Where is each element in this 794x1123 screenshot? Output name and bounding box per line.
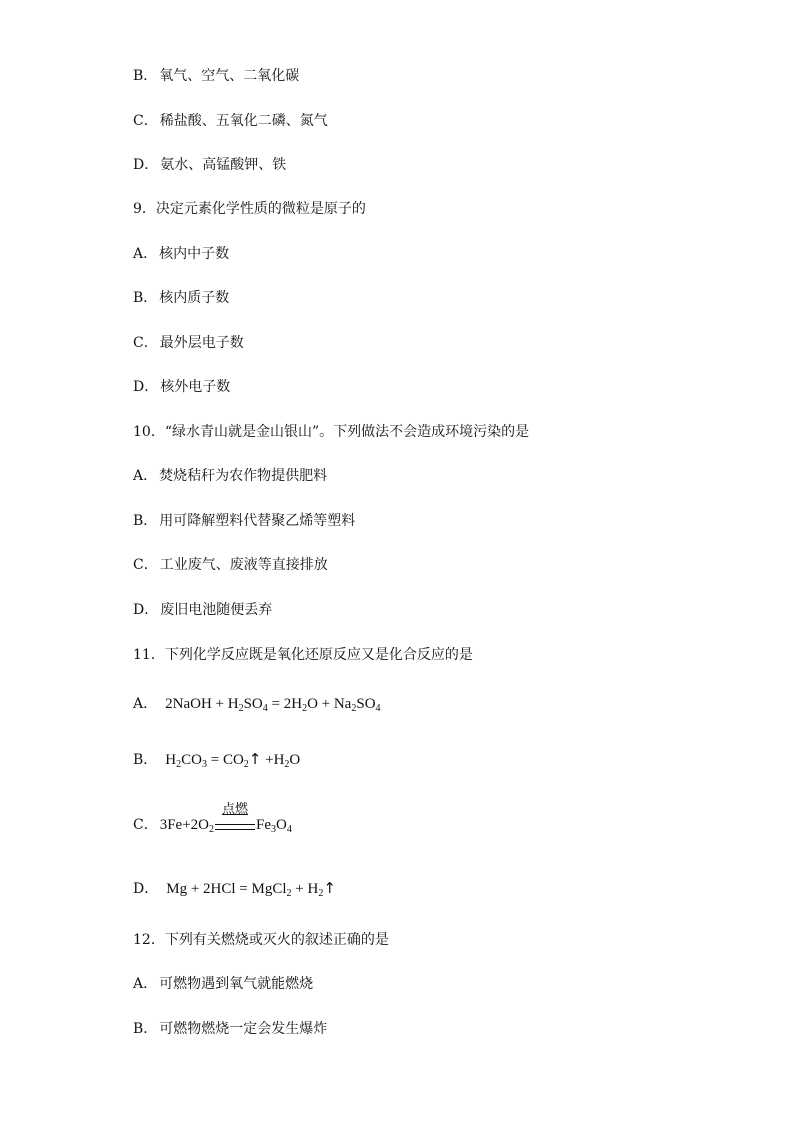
option-c-line (133, 111, 328, 131)
eq-text: = CO (206, 752, 244, 768)
eq-text: Mg + 2HCl = MgCl (166, 881, 287, 897)
question-text: 下列有关燃烧或灭火的叙述正确的是 (164, 932, 389, 948)
eq-subscript: 2 (302, 703, 308, 714)
eq-subscript: 2 (176, 759, 182, 770)
question-text: 决定元素化学性质的微粒是原子的 (155, 201, 366, 217)
equation-a (165, 696, 380, 712)
option-label: D． (133, 157, 159, 173)
eq-subscript: 3 (201, 759, 207, 770)
eq-subscript: 2 (209, 824, 215, 835)
question-11 (133, 645, 473, 665)
option-label: D． (133, 602, 159, 618)
q10-option-b (133, 511, 355, 531)
question-number: 12． (133, 932, 165, 948)
q10-option-c (133, 555, 328, 575)
eq-text: SO (356, 696, 376, 712)
double-line-icon (215, 824, 255, 830)
eq-text: Fe (256, 817, 272, 833)
eq-text: H (165, 752, 177, 768)
option-text: 核外电子数 (160, 379, 231, 395)
eq-text: 2NaOH + H (165, 696, 239, 712)
equation-b (165, 752, 300, 768)
option-text: 可燃物燃烧一定会发生爆炸 (159, 1021, 328, 1037)
equation-c (159, 801, 292, 835)
option-d-line (133, 155, 286, 175)
eq-text: O + Na (307, 696, 352, 712)
q12-option-b (133, 1019, 327, 1039)
option-label: B． (133, 68, 158, 84)
condition-text: 点燃 (222, 801, 249, 817)
q9-option-c (133, 333, 244, 353)
question-text: “绿水青山就是金山银山”。下列做法不会造成环境污染的是 (164, 424, 530, 440)
q11-option-a (133, 694, 381, 714)
eq-subscript: 2 (351, 703, 357, 714)
eq-text: = 2H (267, 696, 303, 712)
option-label: D． (133, 881, 159, 897)
option-text: 核内质子数 (159, 290, 230, 306)
equation-d (166, 881, 336, 897)
eq-subscript: 4 (375, 703, 381, 714)
eq-text: CO (181, 752, 202, 768)
question-text: 下列化学反应既是氧化还原反应又是化合反应的是 (164, 647, 473, 663)
option-label: D． (133, 379, 159, 395)
eq-text: +H (261, 752, 285, 768)
option-label: C． (133, 557, 158, 573)
q11-option-d (133, 878, 336, 899)
option-label: B． (133, 752, 158, 768)
option-text: 最外层电子数 (159, 335, 244, 351)
option-text: 焚烧秸秆为农作物提供肥料 (159, 468, 328, 484)
eq-text: O (276, 817, 287, 833)
option-label: B． (133, 1021, 158, 1037)
question-12 (133, 930, 389, 950)
eq-subscript: 2 (286, 888, 292, 899)
option-label: B． (133, 513, 158, 529)
q12-option-a (133, 974, 313, 994)
question-number: 9． (133, 201, 156, 217)
q11-option-b (133, 749, 300, 770)
gas-arrow-icon: ↑ (323, 879, 336, 897)
option-text: 氨水、高锰酸钾、铁 (160, 157, 287, 173)
eq-subscript: 2 (238, 703, 244, 714)
eq-text: O (289, 752, 301, 768)
option-text: 用可降解塑料代替聚乙烯等塑料 (159, 513, 356, 529)
option-label: C． (133, 113, 158, 129)
question-number: 10． (133, 424, 165, 440)
option-label: A． (133, 468, 158, 484)
q9-option-b (133, 288, 229, 308)
option-label: A． (133, 696, 158, 712)
eq-subscript: 2 (243, 759, 249, 770)
question-9 (133, 199, 366, 219)
option-text: 工业废气、废液等直接排放 (159, 557, 328, 573)
eq-text: + H (291, 881, 319, 897)
reaction-condition (215, 801, 255, 830)
option-text: 可燃物遇到氧气就能燃烧 (159, 976, 314, 992)
eq-subscript: 2 (318, 888, 324, 899)
option-text: 核内中子数 (159, 246, 230, 262)
eq-subscript: 3 (271, 824, 277, 835)
eq-subscript: 4 (286, 824, 292, 835)
q10-option-d (133, 600, 272, 620)
option-label: C． (133, 335, 158, 351)
q9-option-d (133, 377, 230, 397)
eq-subscript: 4 (262, 703, 268, 714)
eq-text: SO (243, 696, 263, 712)
option-label: A． (133, 976, 158, 992)
q11-option-c (133, 801, 292, 835)
option-b-line (133, 66, 299, 86)
q9-option-a (133, 244, 229, 264)
eq-text: 3Fe+2O (159, 817, 210, 833)
q10-option-a (133, 466, 327, 486)
gas-arrow-icon: ↑ (248, 750, 262, 768)
option-text: 氧气、空气、二氧化碳 (159, 68, 300, 84)
eq-subscript: 2 (284, 759, 290, 770)
option-text: 废旧电池随便丢弃 (160, 602, 273, 618)
option-label: B． (133, 290, 158, 306)
option-label: C． (133, 817, 158, 833)
option-text: 稀盐酸、五氧化二磷、氮气 (159, 113, 328, 129)
option-label: A． (133, 246, 158, 262)
question-number: 11． (133, 647, 165, 663)
question-10 (133, 422, 529, 442)
